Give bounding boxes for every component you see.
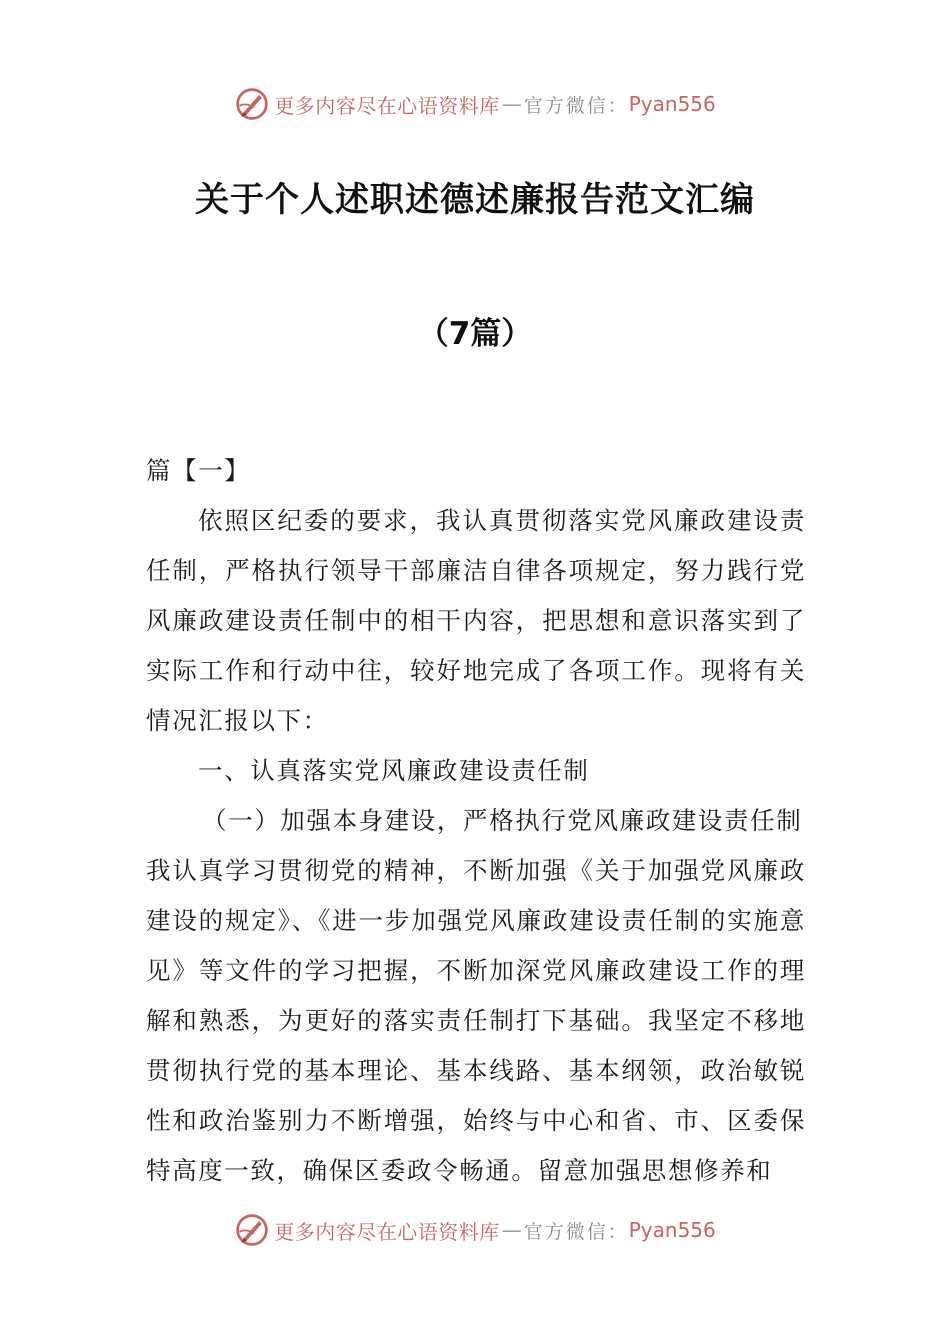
pen-logo-icon [234, 86, 270, 122]
paragraph-2: 我认真学习贯彻党的精神，不断加强《关于加强党风廉政建设的规定》、《进一步加强党风廉政建设责任制的实施意见》等文件的学习把握，不断加深党风廉政建设工作的理解和熟悉，为更好的落实责任制打下基础。我坚定不移地贯彻执行党的基本理论、基本线路、基本纲领，政治敏锐性和政治鉴别力不断增强，始终与中心和省、市、区委保特高度一致，确保区委政令畅通。留意加强思想修养和 [146, 856, 806, 1185]
header-separator: — [501, 92, 522, 116]
pen-logo-icon [234, 1212, 270, 1248]
header-wechat-label: 官方微信： [523, 94, 629, 117]
footer-wechat-label: 官方微信： [523, 1220, 629, 1243]
footer-banner [0, 1210, 950, 1250]
header-banner [0, 84, 950, 124]
document-subtitle: （7篇） [417, 316, 533, 352]
section-label: 篇【一】 [146, 456, 251, 485]
header-brand: 更多内容尽在心语资料库 [274, 93, 500, 118]
paragraph-1: 依照区纪委的要求，我认真贯彻落实党风廉政建设责任制，严格执行领导干部廉洁自律各项规定，努力践行党风廉政建设责任制中的相干内容，把思想和意识落实到了实际工作和行动中往，较好地完成了各项工作。现将有关情况汇报以下： [146, 506, 806, 735]
subheading-1: （一）加强本身建设，严格执行党风廉政建设责任制 [202, 806, 803, 835]
heading-1: 一、认真落实党风廉政建设责任制 [198, 756, 590, 785]
footer-brand: 更多内容尽在心语资料库 [274, 1219, 500, 1244]
footer-separator: — [501, 1218, 522, 1242]
header-wechat-id: Pyan556 [628, 92, 716, 116]
document-body [146, 446, 806, 1196]
footer-wechat-id: Pyan556 [628, 1218, 716, 1242]
document-title: 关于个人述职述德述廉报告范文汇编 [195, 180, 755, 220]
